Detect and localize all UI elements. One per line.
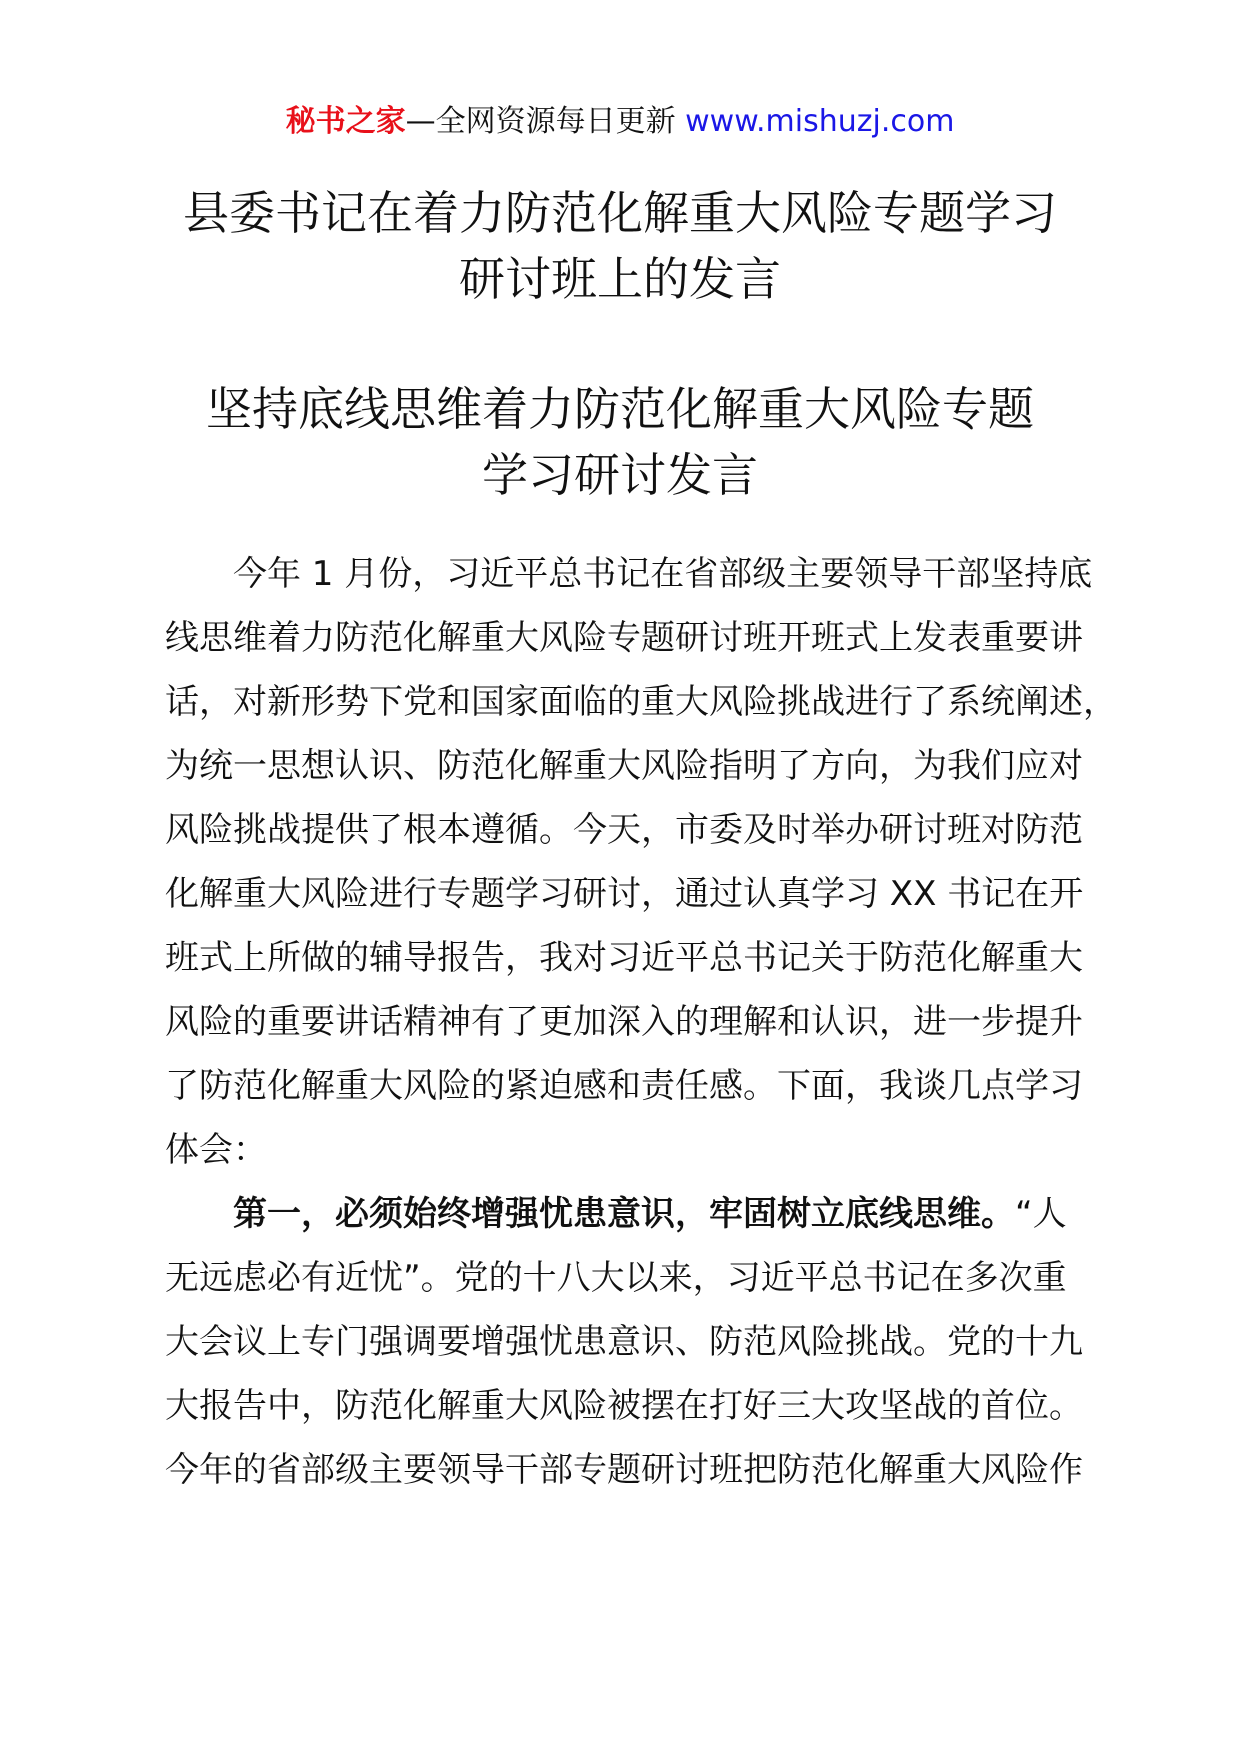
- paragraph-line: 今年的省部级主要领导干部专题研讨班把防范化解重大风险作: [165, 1450, 1083, 1490]
- paragraph-line: 线思维着力防范化解重大风险专题研讨班开班式上发表重要讲: [165, 618, 1083, 658]
- site-brand: 秘书之家: [285, 104, 406, 139]
- paragraph-line: 话，对新形势下党和国家面临的重大风险挑战进行了系统阐述，: [165, 682, 1117, 722]
- site-slogan: 全网资源每日更新: [435, 104, 676, 139]
- paragraph-line: 了防范化解重大风险的紧迫感和责任感。下面，我谈几点学习: [165, 1066, 1083, 1106]
- paragraph-line: 为统一思想认识、防范化解重大风险指明了方向，为我们应对: [165, 746, 1083, 786]
- subtitle-line: 坚持底线思维着力防范化解重大风险专题: [206, 382, 1034, 436]
- paragraph-line: 风险的重要讲话精神有了更加深入的理解和认识，进一步提升: [165, 1002, 1083, 1042]
- section-heading: 第一，必须始终增强忧患意识，牢固树立底线思维。: [233, 1194, 1015, 1234]
- title-line: 县委书记在着力防范化解重大风险专题学习: [183, 186, 1057, 240]
- paragraph-line: 风险挑战提供了根本遵循。今天，市委及时举办研讨班对防范: [165, 810, 1083, 850]
- document-title: [140, 180, 1100, 312]
- header-dash: —: [405, 104, 436, 139]
- heading-line-continuation: “人: [1015, 1194, 1067, 1234]
- document-body: [165, 542, 1117, 1502]
- paragraph-line: 班式上所做的辅导报告，我对习近平总书记关于防范化解重大: [165, 938, 1083, 978]
- document-subtitle: [140, 376, 1100, 508]
- paragraph-line: 大会议上专门强调要增强忧患意识、防范风险挑战。党的十九: [165, 1322, 1083, 1362]
- paragraph-line: 大报告中，防范化解重大风险被摆在打好三大攻坚战的首位。: [165, 1386, 1083, 1426]
- subtitle-line: 学习研讨发言: [482, 448, 758, 502]
- paragraph-line: 体会：: [165, 1130, 267, 1170]
- paragraph-line: 今年 1 月份，习近平总书记在省部级主要领导干部坚持底: [233, 554, 1093, 594]
- paragraph-line: [165, 1182, 1105, 1246]
- paragraph-line: 无远虑必有近忧”。党的十八大以来，习近平总书记在多次重: [165, 1258, 1067, 1298]
- title-line: 研讨班上的发言: [459, 252, 781, 306]
- paragraph-line: 化解重大风险进行专题学习研讨，通过认真学习 XX 书记在开: [165, 874, 1084, 914]
- site-url-link[interactable]: www.mishuzj.com: [685, 104, 955, 139]
- site-header: [0, 100, 1240, 144]
